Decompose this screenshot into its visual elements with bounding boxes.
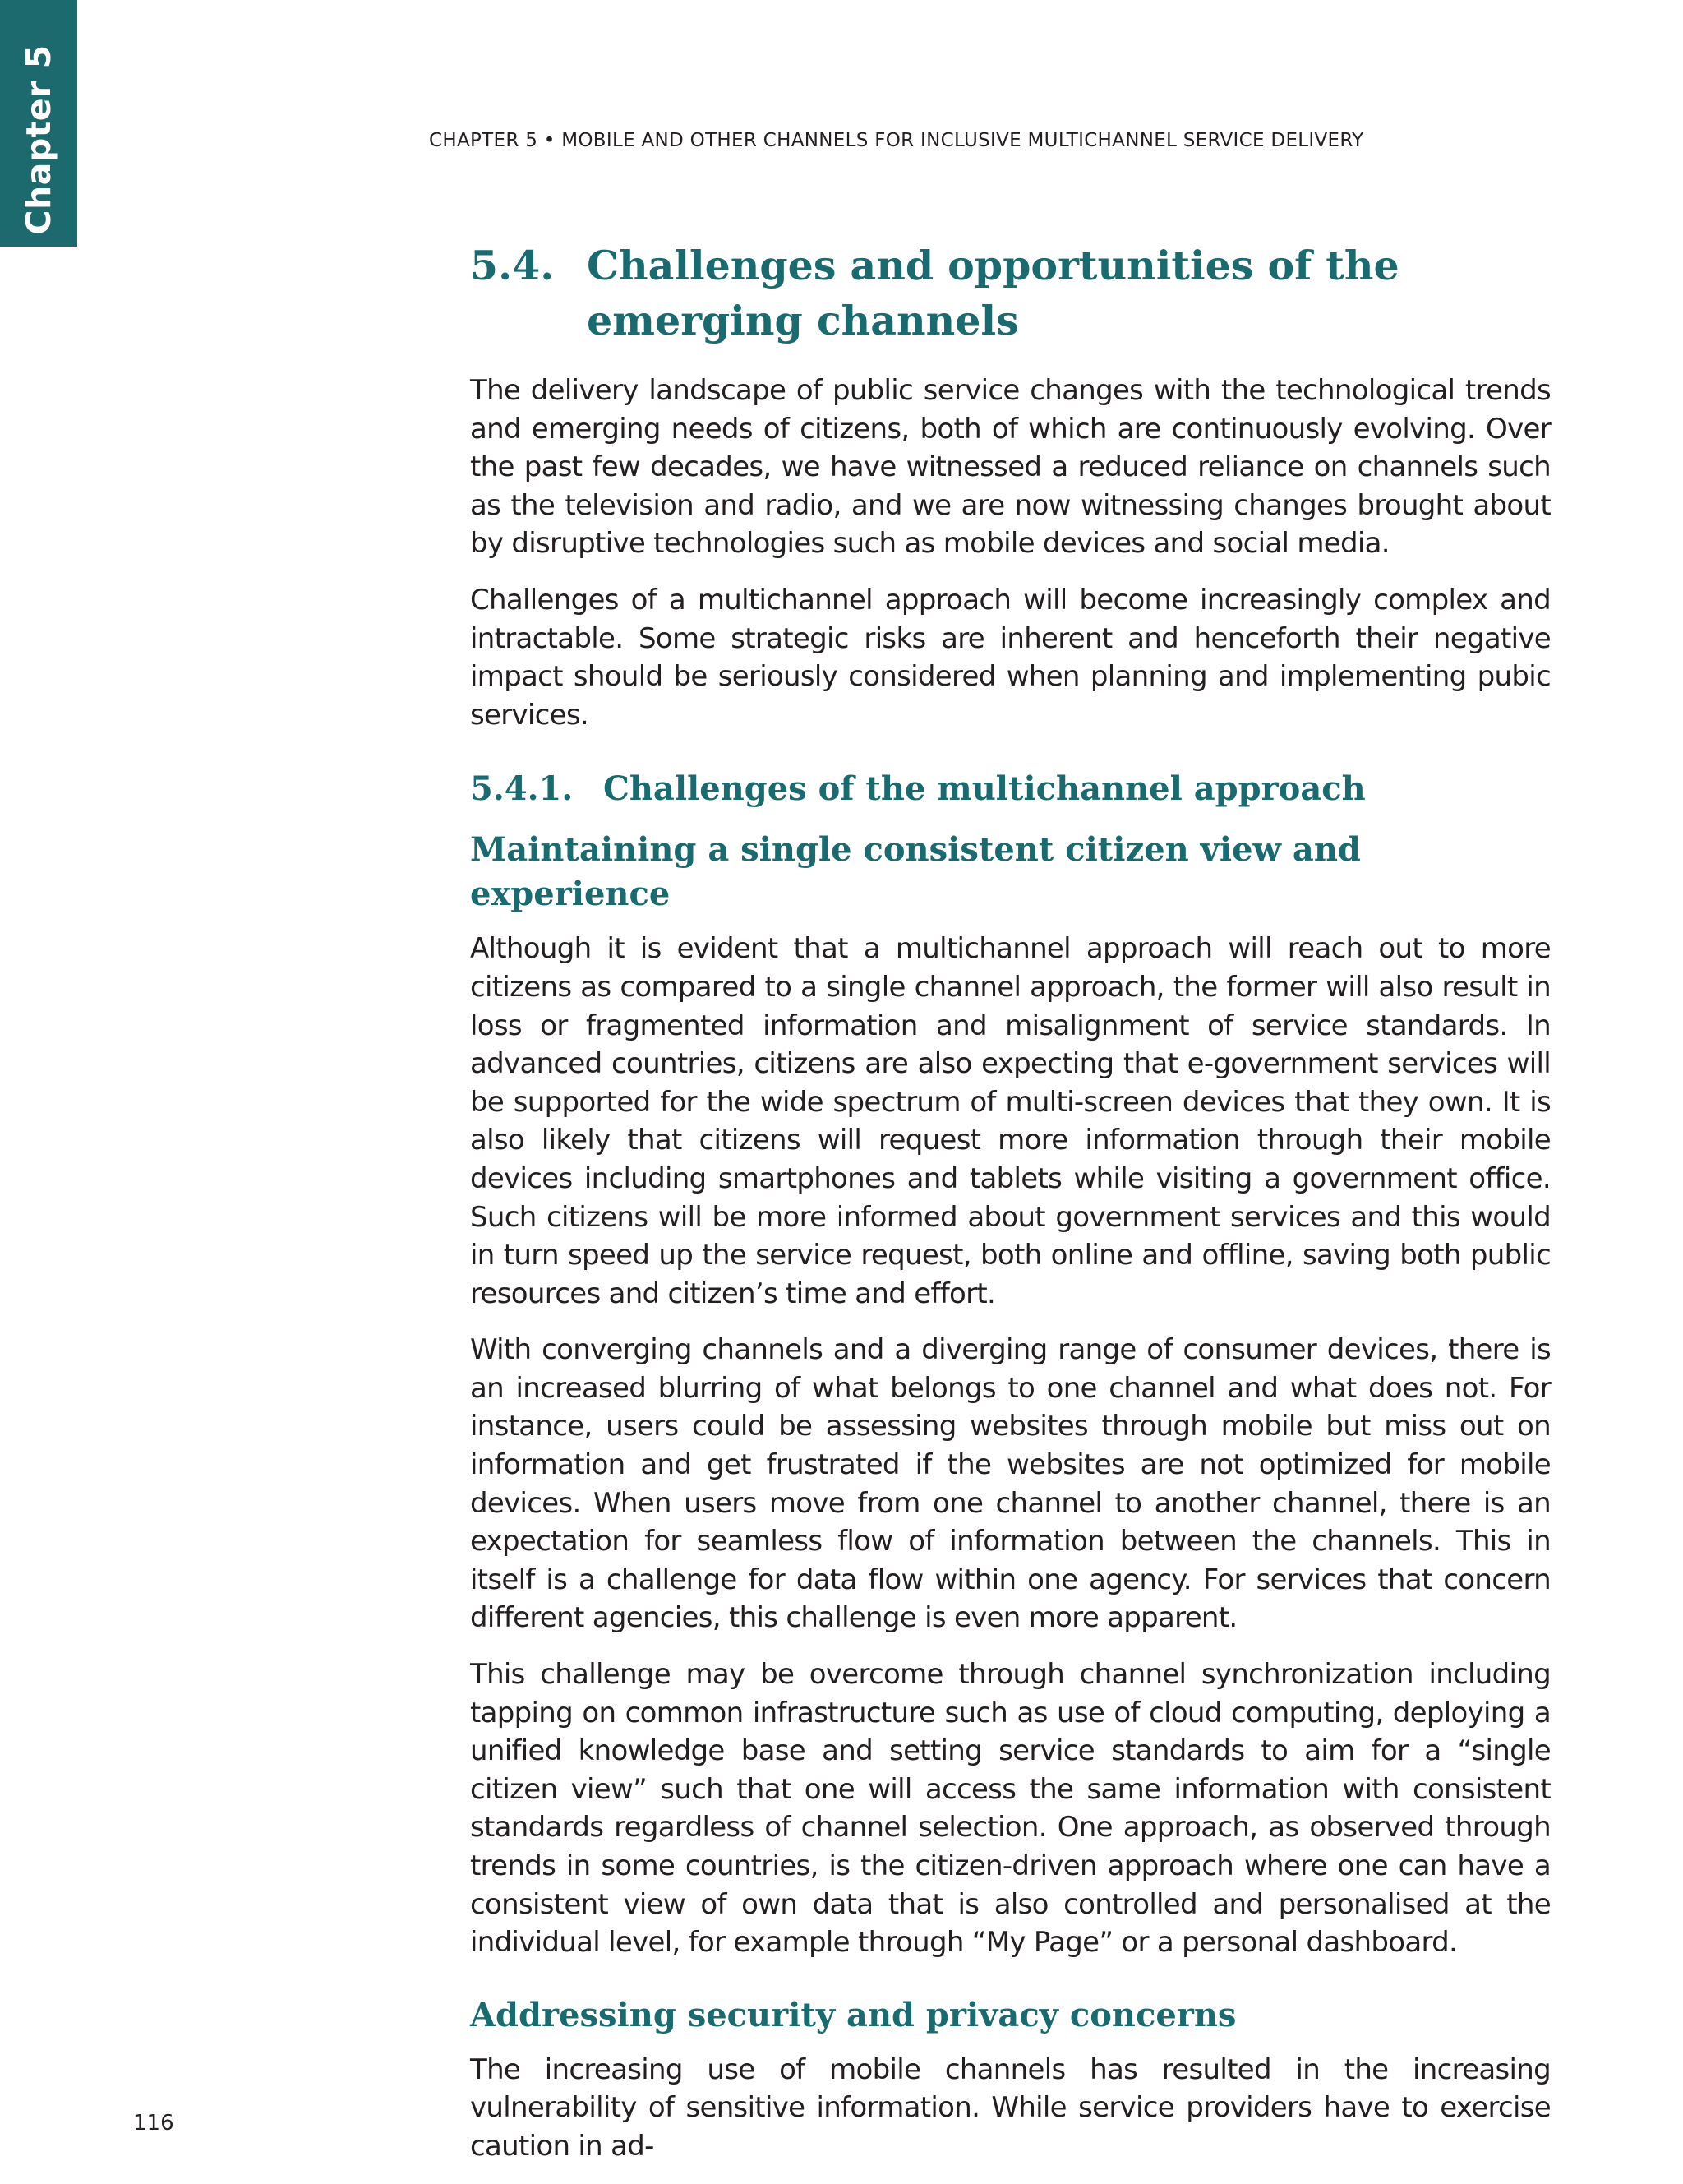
subsection-number: 5.4.1. bbox=[470, 769, 574, 809]
chapter-tab-label: Chapter 5 bbox=[19, 44, 58, 235]
section-number: 5.4. bbox=[470, 242, 555, 289]
topic-heading-security-privacy: Addressing security and privacy concerns bbox=[470, 1995, 1237, 2034]
subsection-title-text: Challenges of the multichannel approach bbox=[603, 769, 1366, 809]
section-title bbox=[470, 238, 1551, 349]
topic-heading-consistent-view: Maintaining a single consistent citizen view and experience bbox=[470, 830, 1361, 914]
paragraph: The increasing use of mobile channels has resulted in the increasing vulnerability of sensitive information. While service providers have to exercise caution in ad- bbox=[470, 2052, 1551, 2163]
running-head: CHAPTER 5 • MOBILE AND OTHER CHANNELS FOR INCLUSIVE MULTICHANNEL SERVICE DELIVERY bbox=[429, 130, 1364, 151]
subsection-title bbox=[470, 767, 1551, 811]
paragraph: Challenges of a multichannel approach will become increasingly complex and intractable. Some strategic risks are inherent and henceforth their negative impact should be seriously considered when planning and implementing pubic services. bbox=[470, 583, 1551, 732]
paragraph: With converging channels and a diverging range of consumer devices, there is an increased blurring of what belongs to one channel and what does not. For instance, users could be assessing websites through mobile but miss out on information and get frustrated if the websites are not optimized for mobile devices. When users move from one channel to another channel, there is an expectation for seamless flow of information between the channels. This in itself is a challenge for data flow within one agency. For services that concern different agencies, this challenge is even more apparent. bbox=[470, 1333, 1551, 1635]
chapter-tab bbox=[0, 0, 77, 247]
paragraph: This challenge may be overcome through channel synchronization including tapping on common infrastructure such as use of cloud computing, deploying a unified knowledge base and setting service standards to aim for a “single citizen view” such that one will access the same information with consistent standards regardless of channel selection. One approach, as observed through trends in some countries, is the citizen-driven approach where one can have a consistent view of own data that is also controlled and personalised at the individual level, for example through “My Page” or a personal dashboard. bbox=[470, 1658, 1551, 1960]
section-title-text: Challenges and opportunities of the emerging channels bbox=[587, 242, 1399, 344]
page-content bbox=[470, 238, 1551, 2184]
page-number: 116 bbox=[133, 2111, 174, 2136]
paragraph: Although it is evident that a multichannel approach will reach out to more citizens as compared to a single channel approach, the former will also result in loss or fragmented information and misalignment of service standards. In advanced countries, citizens are also expecting that e-government services will be supported for the wide spectrum of multi-screen devices that they own. It is also likely that citizens will request more information through their mobile devices including smartphones and tablets while visiting a government office. Such citizens will be more informed about government services and this would in turn speed up the service request, both online and offline, saving both public resources and citizen’s time and effort. bbox=[470, 932, 1551, 1310]
paragraph: The delivery landscape of public service changes with the technological trends and emerging needs of citizens, both of which are continuously evolving. Over the past few decades, we have witnessed a reduced reliance on channels such as the television and radio, and we are now witnessing changes brought about by disruptive technologies such as mobile devices and social media. bbox=[470, 374, 1551, 561]
